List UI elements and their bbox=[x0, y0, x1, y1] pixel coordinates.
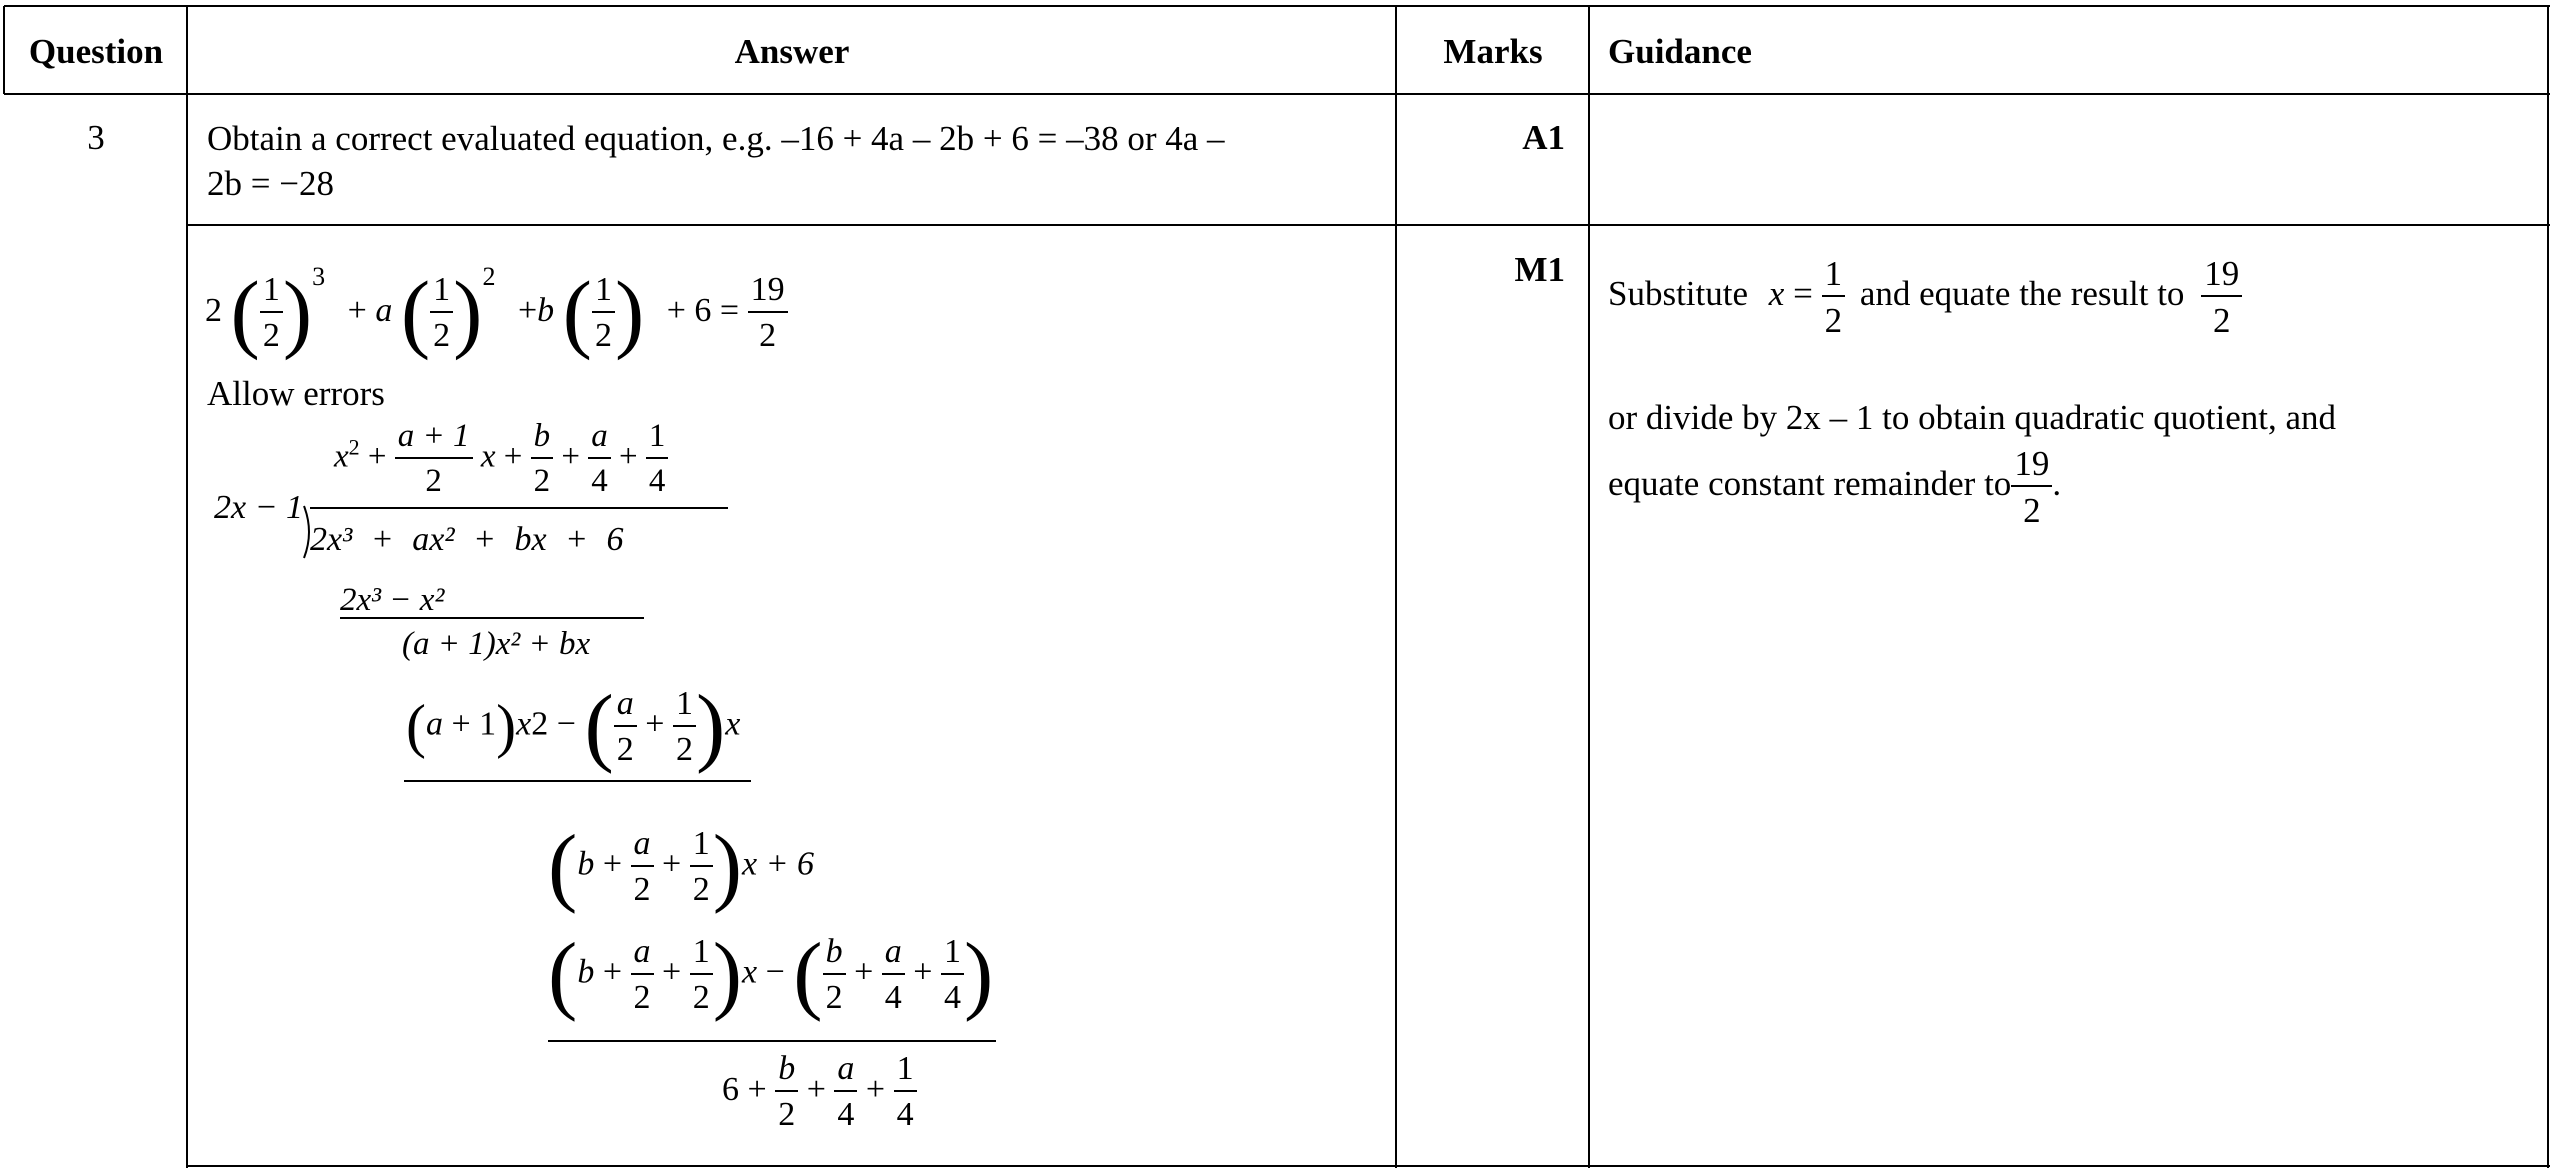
header-marks: Marks bbox=[1443, 32, 1543, 71]
division-remainder-2: (b + $\frac{a}{2}$ + $\frac{1}{2}$ )x + 6 bbox=[548, 818, 815, 915]
header-question: Question bbox=[28, 32, 164, 71]
answer-row1-line1: Obtain a correct evaluated equation, e.g. –16 + 4a – 2b + 6 = –38 or 4a – bbox=[207, 119, 1225, 158]
header-guidance: Guidance bbox=[1608, 32, 1752, 71]
answer-row1-line2: 2b = −28 bbox=[207, 164, 334, 203]
header-answer: Answer bbox=[734, 32, 850, 71]
division-rule-1 bbox=[340, 616, 645, 620]
division-remainder-1: (a + 1)x² + bx bbox=[402, 626, 591, 662]
division-final-remainder: 6 + $\frac{b}{2}$ + $\frac{a}{4}$ + $\frac{1}{4}$ bbox=[722, 1052, 917, 1132]
substitution-equation: 2 ( $\frac{1}{2}$ )$^3$ + a ( $\frac{1}{2}$ )$^2$ +b ( $\frac{1}{2}$ ) + 6 = $\frac{19}{2}$ bbox=[205, 262, 788, 364]
mark-a1: A1 bbox=[1522, 118, 1565, 157]
division-quotient: $x^2$ + $\frac{a + 1}{2}$ x + $\frac{b}{2}$ + $\frac{a}{4}$ + $\frac{1}{4}$ bbox=[334, 420, 668, 498]
question-number: 3 bbox=[87, 118, 105, 157]
division-subtract-2: (a + 1)x2 − ( $\frac{a}{2}$ + $\frac{1}{2}$ )x bbox=[406, 678, 741, 775]
division-subtract-3: (b + $\frac{a}{2}$ + $\frac{1}{2}$ )x − ( $\frac{b}{2}$ + $\frac{a}{4}$ + $\frac{1}{4}$ ) bbox=[548, 926, 994, 1023]
division-dividend: 2x³ + ax² + bx + 6 bbox=[310, 521, 624, 558]
division-rule-3 bbox=[548, 1039, 998, 1043]
division-subtract-1: 2x³ − x² bbox=[340, 582, 445, 618]
division-divisor: 2x − 1 bbox=[214, 489, 304, 526]
mark-m1: M1 bbox=[1514, 250, 1565, 289]
guidance-line1: Substitute x = $\frac{1}{2}$ and equate the result to $\frac{19}{2}$ bbox=[1608, 256, 2242, 338]
division-rule-2 bbox=[404, 779, 752, 783]
guidance-line3: equate constant remainder to $\frac{19}{2}$ . bbox=[1608, 444, 2062, 530]
guidance-line2: or divide by 2x – 1 to obtain quadratic quotient, and bbox=[1608, 398, 2337, 437]
allow-errors-text: Allow errors bbox=[207, 374, 385, 413]
